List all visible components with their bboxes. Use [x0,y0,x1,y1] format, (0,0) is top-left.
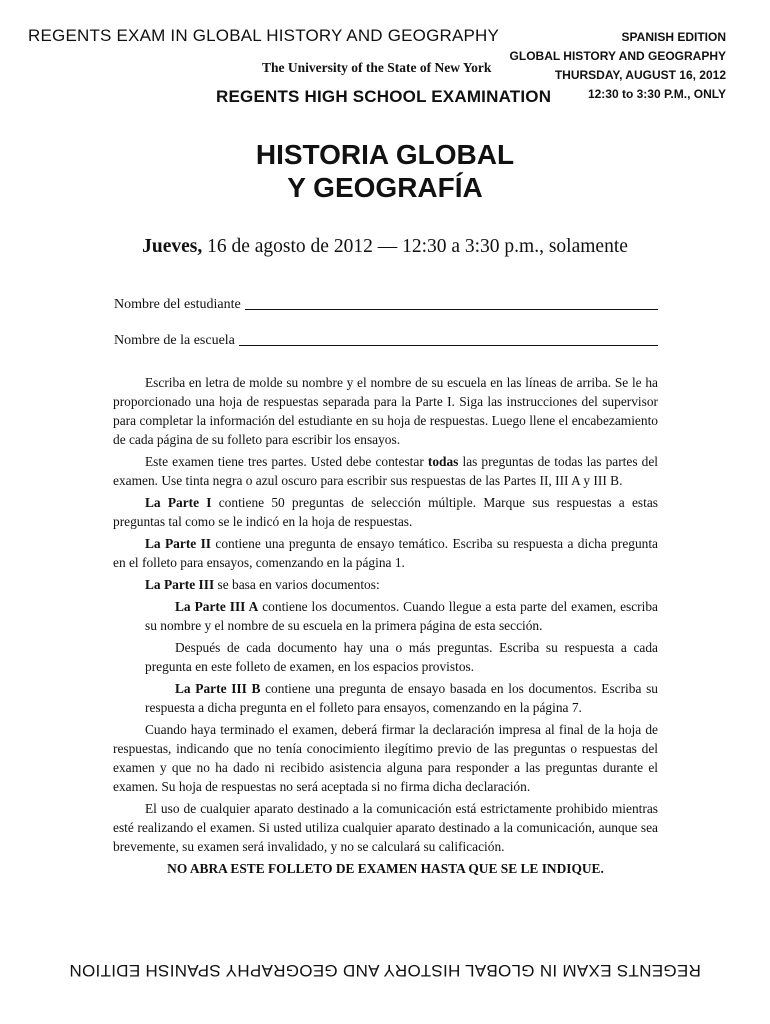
header-exam-name: REGENTS EXAM IN GLOBAL HISTORY AND GEOGRAPHY [28,26,500,45]
text-span: contiene una pregunta de ensayo basada en los documentos. Escriba su respuesta a dicha pregunta en el folleto para ensayos, comenzando en la página 7. [145,681,658,715]
student-name-label: Nombre del estudiante [114,297,241,312]
emphasis: todas [427,454,459,469]
page-title [0,138,770,204]
text-span: contiene los documentos. Cuando llegue a esta parte del examen, escriba su nombre y el nombre de su escuela en la primera página de esta sección. [145,599,658,633]
instruction-paragraph [113,575,658,594]
instruction-paragraph: Cuando haya terminado el examen, deberá firmar la declaración impresa al final de la hoja de respuestas, indicando que no tenía conocimiento ilegítimo previo de las preguntas o respuestas del examen y que no ha dado ni recibido asistencia alguna para responder a las preguntas durante el examen. Su hoja de respuestas no será aceptada si no firma dicha declaración. [113,722,658,794]
text-span: Este examen tiene tres partes. Usted debe contestar [145,454,428,469]
do-not-open-notice: NO ABRA ESTE FOLLETO DE EXAMEN HASTA QUE SE LE INDIQUE. [167,861,604,876]
part-label: La Parte III A [175,599,259,614]
instruction-paragraph: Escriba en letra de molde su nombre y el nombre de su escuela en las líneas de arriba. Se le ha proporcionado una hoja de respuestas separada para la Parte I. Siga las instrucciones del supervisor para completar la información del estudiante en su hoja de respuestas. Luego llene el encabezamiento de cada página de su folleto para escribir los ensayos. [113,375,658,447]
instruction-paragraph [113,534,658,572]
text-span: contiene una pregunta de ensayo temático. Escriba su respuesta a dicha pregunta en el folleto para ensayos, comenzando en la página 1. [113,536,659,570]
part-label: La Parte III [145,577,215,592]
instruction-paragraph [145,597,658,635]
text-span: contiene 50 preguntas de selección múltiple. Marque sus respuestas a estas preguntas tal como se le indicó en la hoja de respuestas. [113,495,658,529]
exam-date-line [0,236,770,258]
text-span: las preguntas de todas las partes del examen. Use tinta negra o azul oscuro para escribir sus respuestas de las Partes II, III A y III B. [113,454,659,488]
exam-day: Jueves, [142,236,203,257]
time-english-line: 12:30 to 3:30 P.M., ONLY [587,87,726,101]
instruction-paragraph: El uso de cualquier aparato destinado a la comunicación está estrictamente prohibido mientras esté realizando el examen. Si usted utiliza cualquier aparato destinado a la comunicación, aunque sea brevemente, su examen será invalidado, y no se calculará su calificación. [113,801,658,854]
title-line-2: Y GEOGRAFÍA [287,172,483,203]
student-name-line [245,308,658,310]
part-label: La Parte III B [175,681,261,696]
date-english-line: THURSDAY, AUGUST 16, 2012 [554,68,726,82]
instruction-paragraph: Después de cada documento hay una o más preguntas. Escriba su respuesta a cada pregunta en este folleto de examen, en los espacios provistos. [145,640,658,674]
part-label: La Parte II [145,536,212,551]
instruction-paragraph [113,452,658,490]
subject-line: GLOBAL HISTORY AND GEOGRAPHY [509,49,726,63]
text-span: se basa en varios documentos: [214,577,380,592]
school-name-label: Nombre de la escuela [114,333,235,348]
title-line-1: HISTORIA GLOBAL [255,139,515,170]
instruction-paragraph [113,493,658,531]
instructions [113,373,658,881]
exam-type: REGENTS HIGH SCHOOL EXAMINATION [216,87,552,106]
student-name-field [114,297,658,313]
school-name-line [239,344,658,346]
instruction-paragraph [145,679,658,717]
footer-flipped-title: REGENTS EXAM IN GLOBAL HISTORY AND GEOGRAPHY SPANISH EDITION [69,961,701,980]
university-name: The University of the State of New York [262,60,492,75]
edition-line: SPANISH EDITION [621,30,726,44]
part-label: La Parte I [145,495,212,510]
exam-date-time: 16 de agosto de 2012 — 12:30 a 3:30 p.m., solamente [207,236,628,257]
school-name-field [114,333,658,349]
